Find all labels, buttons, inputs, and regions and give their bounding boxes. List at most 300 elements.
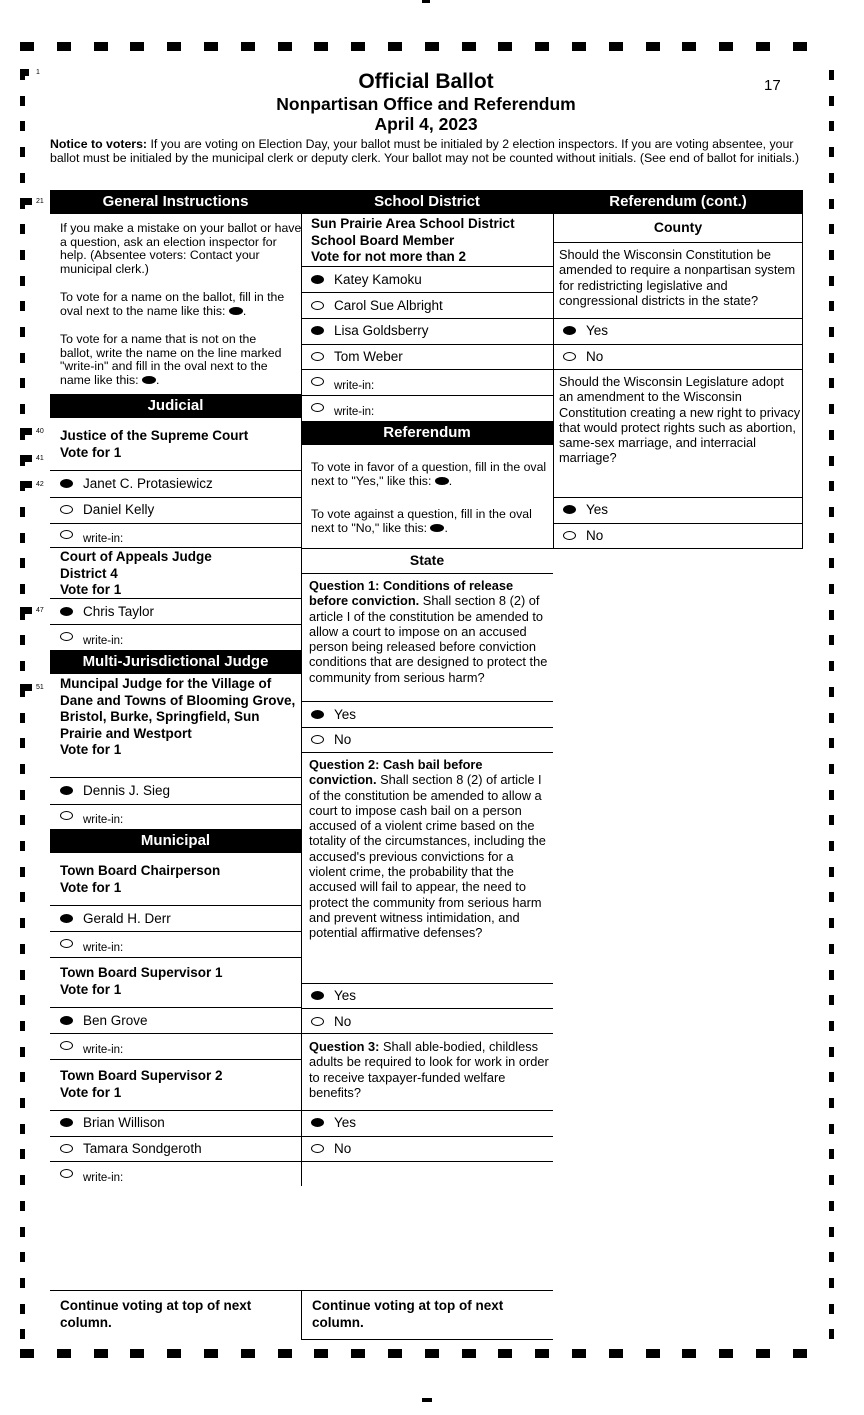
timing-mark <box>829 1149 834 1159</box>
timing-mark <box>829 70 834 80</box>
sequence-mark: 47 <box>36 607 44 614</box>
timing-mark <box>829 430 834 440</box>
oval-filled-icon[interactable] <box>311 275 324 284</box>
timing-mark <box>829 944 834 954</box>
office-name: Town Board Chairperson <box>60 863 221 878</box>
timing-mark <box>20 455 32 462</box>
timing-mark <box>829 378 834 388</box>
divider <box>301 369 553 370</box>
vote-for: Vote for 1 <box>60 742 122 757</box>
continue-voting-note: Continue voting at top of next column. <box>312 1298 504 1330</box>
timing-mark <box>829 1329 834 1339</box>
divider <box>301 573 553 574</box>
candidate-name: Lisa Goldsberry <box>334 323 429 338</box>
divider <box>301 318 553 319</box>
vote-for: Vote for 1 <box>60 981 122 997</box>
timing-mark <box>278 1349 292 1358</box>
notice-text: If you are voting on Election Day, your ballot must be initialed by 2 election inspectors. If you are voting absentee, your ballot must be initialed by the municipal clerk or deputy clerk. Your ballot may not be counted without initials. (See end of ballot for initials.) <box>50 137 800 165</box>
oval-icon[interactable] <box>311 735 324 744</box>
state-question-3 <box>309 1039 549 1100</box>
write-in-label: write-in: <box>83 635 124 647</box>
timing-mark <box>20 1175 25 1185</box>
office-name: Town Board Supervisor 2 <box>60 1068 223 1083</box>
timing-mark <box>278 42 292 51</box>
timing-mark <box>829 301 834 311</box>
oval-icon[interactable] <box>60 505 73 514</box>
divider <box>50 777 301 778</box>
timing-mark <box>20 1149 25 1159</box>
write-in-option[interactable] <box>309 372 374 392</box>
divider <box>301 548 553 549</box>
option-label: Yes <box>586 502 609 517</box>
oval-filled-icon[interactable] <box>60 786 73 795</box>
write-in-option[interactable] <box>58 525 123 545</box>
timing-mark <box>829 610 834 620</box>
timing-mark <box>682 42 696 51</box>
instructions-fill-text: To vote for a name on the ballot, fill in the oval next to the name like this: <box>60 290 285 318</box>
divider <box>50 957 301 958</box>
timing-mark <box>829 558 834 568</box>
oval-filled-icon[interactable] <box>563 505 576 514</box>
divider <box>301 292 553 293</box>
divider <box>50 1110 301 1111</box>
sequence-mark: 51 <box>36 684 44 691</box>
timing-mark <box>829 1252 834 1262</box>
timing-mark <box>388 42 402 51</box>
yes-option[interactable] <box>561 321 608 341</box>
option-label: Yes <box>334 707 357 722</box>
divider <box>50 1007 301 1008</box>
divider <box>301 1008 553 1009</box>
timing-mark <box>130 42 144 51</box>
sequence-mark: 1 <box>36 69 40 76</box>
timing-mark <box>829 1304 834 1314</box>
timing-mark <box>20 995 25 1005</box>
page-number: 17 <box>764 77 781 94</box>
referendum-yes-text: To vote in favor of a question, fill in the oval next to "Yes," like this: <box>311 460 547 488</box>
write-in-label: write-in: <box>83 1044 124 1056</box>
question-title: Question 1: Conditions of release before conviction. <box>309 578 514 609</box>
write-in-option[interactable] <box>58 806 123 826</box>
write-in-label: write-in: <box>334 380 375 392</box>
timing-mark <box>20 944 25 954</box>
timing-mark <box>829 173 834 183</box>
timing-mark <box>756 42 770 51</box>
office-subname: School Board Member <box>311 232 455 248</box>
divider <box>553 318 803 319</box>
option-label: No <box>334 732 352 747</box>
timing-mark <box>20 378 25 388</box>
timing-mark <box>20 815 25 825</box>
timing-mark <box>829 147 834 157</box>
divider <box>553 344 803 345</box>
timing-mark <box>20 353 25 363</box>
divider <box>301 983 553 984</box>
timing-mark <box>829 276 834 286</box>
timing-mark <box>20 250 25 260</box>
continue-voting-note: Continue voting at top of next column. <box>60 1298 252 1330</box>
office-name: Town Board Supervisor 1 <box>60 965 223 980</box>
write-in-label: write-in: <box>83 942 124 954</box>
oval-icon[interactable] <box>311 1017 324 1026</box>
timing-mark <box>829 995 834 1005</box>
candidate-option[interactable] <box>309 296 443 316</box>
divider <box>301 344 553 345</box>
vote-for: Vote for not more than 2 <box>311 249 467 264</box>
timing-mark <box>130 1349 144 1358</box>
timing-mark <box>572 42 586 51</box>
notice-label: Notice to voters: <box>50 137 148 151</box>
timing-mark <box>20 1201 25 1211</box>
timing-mark <box>20 276 25 286</box>
divider <box>553 497 803 498</box>
column-divider <box>301 214 302 1186</box>
oval-filled-icon[interactable] <box>311 710 324 719</box>
timing-mark <box>204 1349 218 1358</box>
timing-mark <box>20 327 25 337</box>
timing-mark <box>20 841 25 851</box>
notice-to-voters <box>50 138 810 165</box>
multi-jurisdictional-judge-header: Multi-Jurisdictional Judge <box>50 650 301 674</box>
vote-for: Vote for 1 <box>60 444 122 460</box>
timing-mark <box>829 1278 834 1288</box>
timing-mark <box>462 42 476 51</box>
oval-filled-icon[interactable] <box>60 479 73 488</box>
timing-mark <box>20 198 32 205</box>
divider <box>553 242 803 243</box>
filled-oval-example-icon <box>430 524 444 532</box>
ballot-title: Official Ballot <box>358 70 494 93</box>
timing-mark <box>20 1047 25 1057</box>
write-in-option[interactable] <box>58 1036 123 1056</box>
timing-mark <box>388 1349 402 1358</box>
referendum-header: Referendum <box>301 421 553 445</box>
candidate-option[interactable] <box>58 909 171 929</box>
timing-mark <box>829 764 834 774</box>
timing-mark <box>20 1227 25 1237</box>
timing-mark <box>829 327 834 337</box>
oval-icon[interactable] <box>563 531 576 540</box>
timing-mark <box>829 841 834 851</box>
divider <box>301 266 553 267</box>
divider <box>50 624 301 625</box>
judicial-header: Judicial <box>50 394 301 418</box>
divider <box>50 804 301 805</box>
office-district: District 4 <box>60 565 118 581</box>
oval-icon[interactable] <box>60 1144 73 1153</box>
timing-mark <box>793 1349 807 1358</box>
vote-for: Vote for 1 <box>60 879 122 895</box>
timing-mark <box>829 121 834 131</box>
office-title <box>60 1068 300 1101</box>
timing-mark <box>829 1072 834 1082</box>
timing-mark <box>682 1349 696 1358</box>
option-label: Yes <box>586 323 609 338</box>
candidate-option[interactable] <box>309 347 403 367</box>
timing-mark <box>829 224 834 234</box>
oval-icon[interactable] <box>60 1169 73 1178</box>
candidate-option[interactable] <box>58 500 154 520</box>
timing-mark <box>20 1072 25 1082</box>
timing-mark <box>20 121 25 131</box>
candidate-name: Janet C. Protasiewicz <box>83 476 213 491</box>
oval-filled-icon[interactable] <box>563 326 576 335</box>
divider <box>301 1339 553 1340</box>
option-label: No <box>586 528 604 543</box>
school-district-header: School District <box>301 190 553 214</box>
timing-mark <box>20 533 25 543</box>
timing-mark <box>20 738 25 748</box>
timing-mark <box>20 96 25 106</box>
write-in-option[interactable] <box>309 398 374 418</box>
election-date: April 4, 2023 <box>374 114 478 134</box>
candidate-option[interactable] <box>309 321 429 341</box>
sequence-mark: 21 <box>36 198 44 205</box>
timing-mark <box>20 1278 25 1288</box>
oval-icon[interactable] <box>311 352 324 361</box>
instructions-fill: To vote for a name on the ballot, fill in the oval next to the name like this: . <box>60 290 285 318</box>
timing-mark <box>20 301 25 311</box>
divider <box>301 395 553 396</box>
divider <box>301 1136 553 1137</box>
write-in-option[interactable] <box>58 934 123 954</box>
oval-filled-icon[interactable] <box>60 607 73 616</box>
no-option[interactable] <box>309 730 351 750</box>
oval-icon[interactable] <box>60 939 73 948</box>
timing-mark <box>20 1124 25 1134</box>
timing-mark <box>20 428 32 435</box>
timing-mark <box>829 507 834 517</box>
option-label: No <box>586 349 604 364</box>
instructions-mistake: If you make a mistake on your ballot or have a question, ask an election inspector for help. (Absentee voters: Contact your municipal clerk.) <box>60 221 302 276</box>
oval-filled-icon[interactable] <box>311 1118 324 1127</box>
timing-mark <box>498 1349 512 1358</box>
divider <box>50 1059 301 1060</box>
divider <box>553 369 803 370</box>
timing-mark <box>829 661 834 671</box>
timing-mark <box>20 69 29 76</box>
timing-mark <box>20 584 25 594</box>
timing-mark <box>314 42 328 51</box>
timing-mark <box>20 713 25 723</box>
divider <box>50 1033 301 1034</box>
office-title <box>60 965 300 998</box>
timing-mark <box>20 173 25 183</box>
timing-mark <box>351 1349 365 1358</box>
candidate-option[interactable] <box>58 1139 202 1159</box>
no-option[interactable] <box>309 1012 351 1032</box>
oval-icon[interactable] <box>60 632 73 641</box>
yes-option[interactable] <box>561 500 608 520</box>
divider <box>50 598 301 599</box>
referendum-yes-instructions: To vote in favor of a question, fill in the oval next to "Yes," like this: . <box>311 460 547 488</box>
timing-mark <box>829 533 834 543</box>
timing-mark <box>609 1349 623 1358</box>
timing-mark <box>829 481 834 491</box>
office-title <box>60 676 298 759</box>
timing-mark <box>20 764 25 774</box>
timing-mark <box>793 42 807 51</box>
sequence-mark: 40 <box>36 428 44 435</box>
timing-mark <box>20 684 32 691</box>
office-title <box>60 863 300 896</box>
timing-mark <box>20 970 25 980</box>
timing-mark <box>20 1021 25 1031</box>
candidate-option[interactable] <box>58 602 154 622</box>
timing-mark <box>829 1175 834 1185</box>
timing-mark <box>829 738 834 748</box>
timing-mark <box>20 558 25 568</box>
timing-mark <box>572 1349 586 1358</box>
referendum-cont-header: Referendum (cont.) <box>553 190 803 214</box>
write-in-option[interactable] <box>58 627 123 647</box>
candidate-option[interactable] <box>58 1113 165 1133</box>
state-question-1 <box>309 578 549 685</box>
ballot-subtitle: Nonpartisan Office and Referendum <box>276 94 576 114</box>
oval-icon[interactable] <box>563 352 576 361</box>
timing-mark <box>20 42 34 51</box>
option-label: No <box>334 1014 352 1029</box>
divider <box>50 931 301 932</box>
county-question-1: Should the Wisconsin Constitution be amended to require a nonpartisan system for redistricting legislative and congressional districts in the state? <box>559 247 796 308</box>
timing-mark <box>20 790 25 800</box>
candidate-name: Brian Willison <box>83 1115 165 1130</box>
timing-mark <box>609 42 623 51</box>
divider <box>301 1161 553 1162</box>
divider <box>50 905 301 906</box>
timing-mark <box>204 42 218 51</box>
candidate-name: Dennis J. Sieg <box>83 783 171 798</box>
timing-mark <box>829 1047 834 1057</box>
candidate-option[interactable] <box>58 781 170 801</box>
question-title: Question 2: Cash bail before conviction. <box>309 757 483 788</box>
timing-mark <box>829 1201 834 1211</box>
filled-oval-example-icon <box>142 376 156 384</box>
yes-option[interactable] <box>309 986 356 1006</box>
office-name: Sun Prairie Area School District <box>311 216 515 231</box>
state-question-2 <box>309 757 549 941</box>
no-option[interactable] <box>561 347 603 367</box>
candidate-option[interactable] <box>58 474 213 494</box>
divider <box>301 701 553 702</box>
filled-oval-example-icon <box>229 307 243 315</box>
timing-mark <box>94 42 108 51</box>
candidate-name: Katey Kamoku <box>334 272 422 287</box>
divider <box>553 548 803 549</box>
timing-mark <box>20 404 25 414</box>
option-label: Yes <box>334 988 357 1003</box>
timing-mark <box>829 815 834 825</box>
question-text: Shall section 8 (2) of article I of the constitution be amended to allow a court to impose on an accused person being released before conviction conditions that are designed to protect the community from serious harm? <box>309 593 548 685</box>
timing-mark <box>241 42 255 51</box>
timing-mark <box>20 607 32 614</box>
oval-icon[interactable] <box>60 530 73 539</box>
county-header: County <box>653 219 703 235</box>
timing-mark <box>57 1349 71 1358</box>
timing-mark <box>829 96 834 106</box>
timing-mark <box>829 1098 834 1108</box>
office-title <box>60 549 300 599</box>
no-option[interactable] <box>561 526 603 546</box>
timing-mark <box>20 224 25 234</box>
timing-mark <box>535 1349 549 1358</box>
timing-mark <box>20 1349 34 1358</box>
oval-filled-icon[interactable] <box>60 914 73 923</box>
timing-mark <box>94 1349 108 1358</box>
oval-icon[interactable] <box>311 1144 324 1153</box>
candidate-name: Ben Grove <box>83 1013 148 1028</box>
write-in-label: write-in: <box>83 814 124 826</box>
option-label: No <box>334 1141 352 1156</box>
oval-filled-icon[interactable] <box>60 1118 73 1127</box>
divider <box>301 727 553 728</box>
timing-mark <box>422 0 430 3</box>
timing-mark <box>167 42 181 51</box>
timing-mark <box>829 404 834 414</box>
timing-mark <box>425 1349 439 1358</box>
write-in-label: write-in: <box>83 1172 124 1184</box>
sequence-mark: 42 <box>36 481 44 488</box>
question-text: Shall section 8 (2) of article I of the constitution be amended to allow a court to impose cash bail on a person accused of a violent crime based on the totality of the circumstances, including the accused's previous convictions for a violent crime, the probability that the accused will fail to appear, the need to protect the community from serious harm and prevent witness intimidation, and potential affirmative defenses? <box>309 772 546 941</box>
no-option[interactable] <box>309 1139 351 1159</box>
divider <box>50 470 301 471</box>
candidate-option[interactable] <box>58 1011 148 1031</box>
divider <box>301 1033 553 1034</box>
write-in-option[interactable] <box>58 1164 123 1184</box>
timing-mark <box>646 1349 660 1358</box>
county-question-2: Should the Wisconsin Legislature adopt an amendment to the Wisconsin Constitution creating a new right to privacy that would protect rights such as abortion, same-sex marriage, and interracial marriage? <box>559 374 801 466</box>
instructions-write-in: To vote for a name that is not on the ballot, write the name on the line marked "write-in" and fill in the oval next to the name like this: . <box>60 332 282 387</box>
oval-icon[interactable] <box>311 377 324 386</box>
timing-mark <box>498 42 512 51</box>
candidate-name: Chris Taylor <box>83 604 155 619</box>
divider <box>50 1161 301 1162</box>
oval-filled-icon[interactable] <box>60 1016 73 1025</box>
yes-option[interactable] <box>309 705 356 725</box>
oval-filled-icon[interactable] <box>311 326 324 335</box>
timing-mark <box>20 1304 25 1314</box>
timing-mark <box>20 1098 25 1108</box>
oval-icon[interactable] <box>311 301 324 310</box>
timing-mark <box>829 970 834 980</box>
timing-mark <box>719 42 733 51</box>
write-in-label: write-in: <box>83 533 124 545</box>
timing-mark <box>829 353 834 363</box>
office-name: Justice of the Supreme Court <box>60 428 249 443</box>
timing-mark <box>829 918 834 928</box>
timing-mark <box>20 1329 25 1339</box>
timing-mark <box>829 456 834 466</box>
filled-oval-example-icon <box>435 477 449 485</box>
referendum-no-text: To vote against a question, fill in the oval next to "No," like this: <box>311 507 532 535</box>
divider <box>50 497 301 498</box>
oval-icon[interactable] <box>311 403 324 412</box>
oval-icon[interactable] <box>60 1041 73 1050</box>
divider <box>50 547 301 548</box>
timing-mark <box>829 635 834 645</box>
oval-filled-icon[interactable] <box>311 991 324 1000</box>
timing-mark <box>829 687 834 697</box>
divider <box>50 523 301 524</box>
timing-mark <box>829 1021 834 1031</box>
timing-mark <box>20 1252 25 1262</box>
yes-option[interactable] <box>309 1113 356 1133</box>
timing-mark <box>425 42 439 51</box>
candidate-option[interactable] <box>309 270 422 290</box>
question-title: Question 3: <box>309 1039 380 1054</box>
vote-for: Vote for 1 <box>60 582 122 597</box>
oval-icon[interactable] <box>60 811 73 820</box>
